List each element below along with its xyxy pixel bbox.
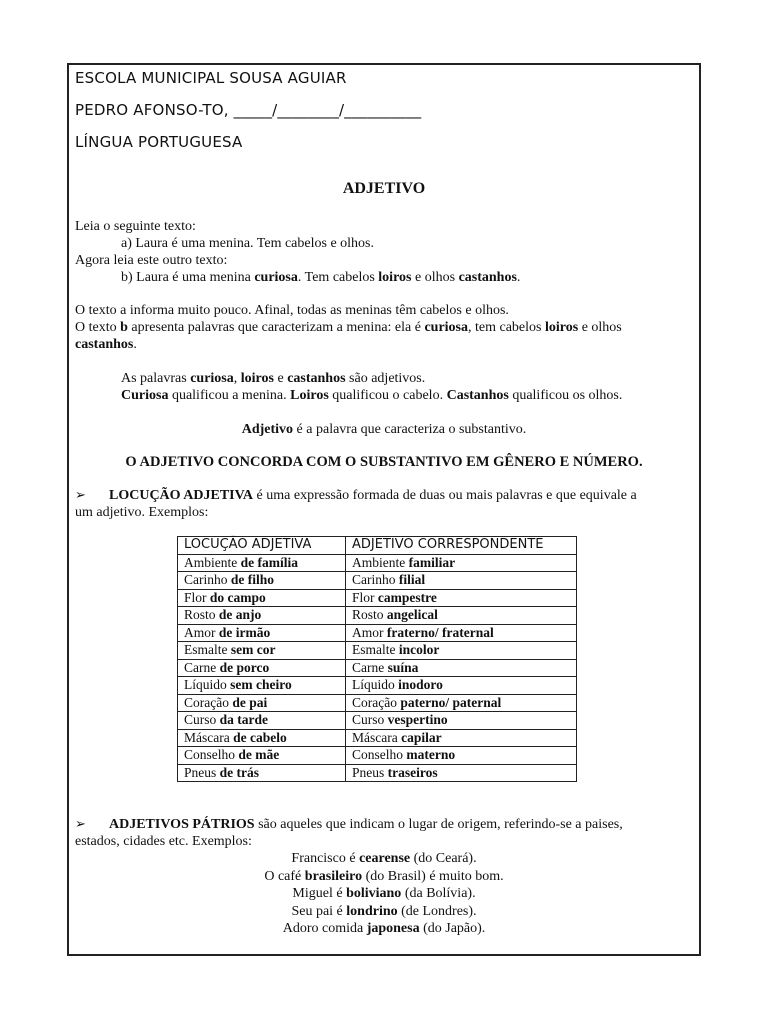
column-header: ADJETIVO CORRESPONDENTE (346, 537, 577, 555)
example-line: Miguel é boliviano (da Bolívia). (292, 886, 476, 901)
table-row (178, 764, 577, 782)
para2-line-1: As palavras curiosa, loiros e castanhos são adjetivos. (121, 371, 426, 386)
locucao-cell: Flor do campo (178, 589, 346, 607)
worksheet-frame (67, 63, 701, 956)
adjetivo-cell: Esmalte incolor (346, 642, 577, 660)
place-date-line: PEDRO AFONSO-TO, _____/________/__________ (75, 101, 422, 119)
arrow-bullet-icon: ➢ (75, 488, 86, 503)
table-row (178, 729, 577, 747)
example-line: Adoro comida japonesa (do Japão). (282, 921, 486, 936)
table-row (178, 607, 577, 625)
adjetivo-cell: Carinho filial (346, 572, 577, 590)
table-row (178, 572, 577, 590)
locucao-cell: Carinho de filho (178, 572, 346, 590)
locucao-cell: Máscara de cabelo (178, 729, 346, 747)
intro-line-3: Agora leia este outro texto: (75, 253, 228, 268)
example-line: Francisco é cearense (do Ceará). (291, 851, 477, 866)
table-row (178, 694, 577, 712)
subject-line: LÍNGUA PORTUGUESA (75, 133, 243, 151)
intro-line-4: b) Laura é uma menina curiosa. Tem cabelos loiros e olhos castanhos. (121, 270, 521, 285)
locucao-line-1: ➢ LOCUÇÃO ADJETIVA é uma expressão formada de duas ou mais palavras e que equivale a (75, 488, 637, 503)
locucao-cell: Rosto de anjo (178, 607, 346, 625)
adjetivo-cell: Ambiente familiar (346, 554, 577, 572)
locucao-cell: Coração de pai (178, 694, 346, 712)
para2-line-2: Curiosa qualificou a menina. Loiros qualificou o cabelo. Castanhos qualificou os olhos. (121, 388, 623, 403)
school-name: ESCOLA MUNICIPAL SOUSA AGUIAR (75, 69, 347, 87)
table-row (178, 747, 577, 765)
adjetivo-definition: Adjetivo é a palavra que caracteriza o substantivo. (241, 422, 527, 437)
column-header: LOCUÇÃO ADJETIVA (178, 537, 346, 555)
locucao-cell: Carne de porco (178, 659, 346, 677)
locucao-cell: Amor de irmão (178, 624, 346, 642)
adjetivo-cell: Carne suína (346, 659, 577, 677)
patrios-line-2: estados, cidades etc. Exemplos: (75, 834, 252, 849)
adjetivo-cell: Amor fraterno/ fraternal (346, 624, 577, 642)
locucao-line-2: um adjetivo. Exemplos: (75, 505, 209, 520)
table-header-row (178, 537, 577, 555)
para1-line-1: O texto a informa muito pouco. Afinal, todas as meninas têm cabelos e olhos. (75, 303, 509, 318)
table-row (178, 554, 577, 572)
adjetivo-cell: Coração paterno/ paternal (346, 694, 577, 712)
adjetivo-cell: Curso vespertino (346, 712, 577, 730)
adjetivo-cell: Rosto angelical (346, 607, 577, 625)
para1-line-2: O texto b apresenta palavras que caracterizam a menina: ela é curiosa, tem cabelos loiros e olhos (75, 320, 622, 335)
adjetivo-cell: Flor campestre (346, 589, 577, 607)
table-row (178, 589, 577, 607)
locucao-cell: Conselho de mãe (178, 747, 346, 765)
intro-line-1: Leia o seguinte texto: (75, 219, 196, 234)
table-row (178, 677, 577, 695)
table-row (178, 624, 577, 642)
example-line: O café brasileiro (do Brasil) é muito bom. (264, 868, 504, 884)
example-line: Seu pai é londrino (de Londres). (291, 903, 477, 919)
agreement-rule: O ADJETIVO CONCORDA COM O SUBSTANTIVO EM GÊNERO E NÚMERO. (125, 454, 643, 470)
patrios-line-1: ➢ ADJETIVOS PÁTRIOS são aqueles que indicam o lugar de origem, referindo-se a paises, (75, 817, 623, 832)
page-title: ADJETIVO (342, 180, 426, 197)
arrow-bullet-icon: ➢ (75, 817, 86, 832)
locucao-cell: Líquido sem cheiro (178, 677, 346, 695)
table-row (178, 712, 577, 730)
locucao-cell: Ambiente de família (178, 554, 346, 572)
table-row (178, 659, 577, 677)
locucao-cell: Pneus de trás (178, 764, 346, 782)
adjetivo-cell: Pneus traseiros (346, 764, 577, 782)
adjetivo-cell: Líquido inodoro (346, 677, 577, 695)
locucao-cell: Esmalte sem cor (178, 642, 346, 660)
para1-line-3: castanhos. (75, 337, 137, 352)
adjetivo-cell: Conselho materno (346, 747, 577, 765)
intro-line-2: a) Laura é uma menina. Tem cabelos e olhos. (121, 236, 374, 251)
locucao-cell: Curso da tarde (178, 712, 346, 730)
locucao-table (177, 536, 577, 782)
table-row (178, 642, 577, 660)
adjetivo-cell: Máscara capilar (346, 729, 577, 747)
